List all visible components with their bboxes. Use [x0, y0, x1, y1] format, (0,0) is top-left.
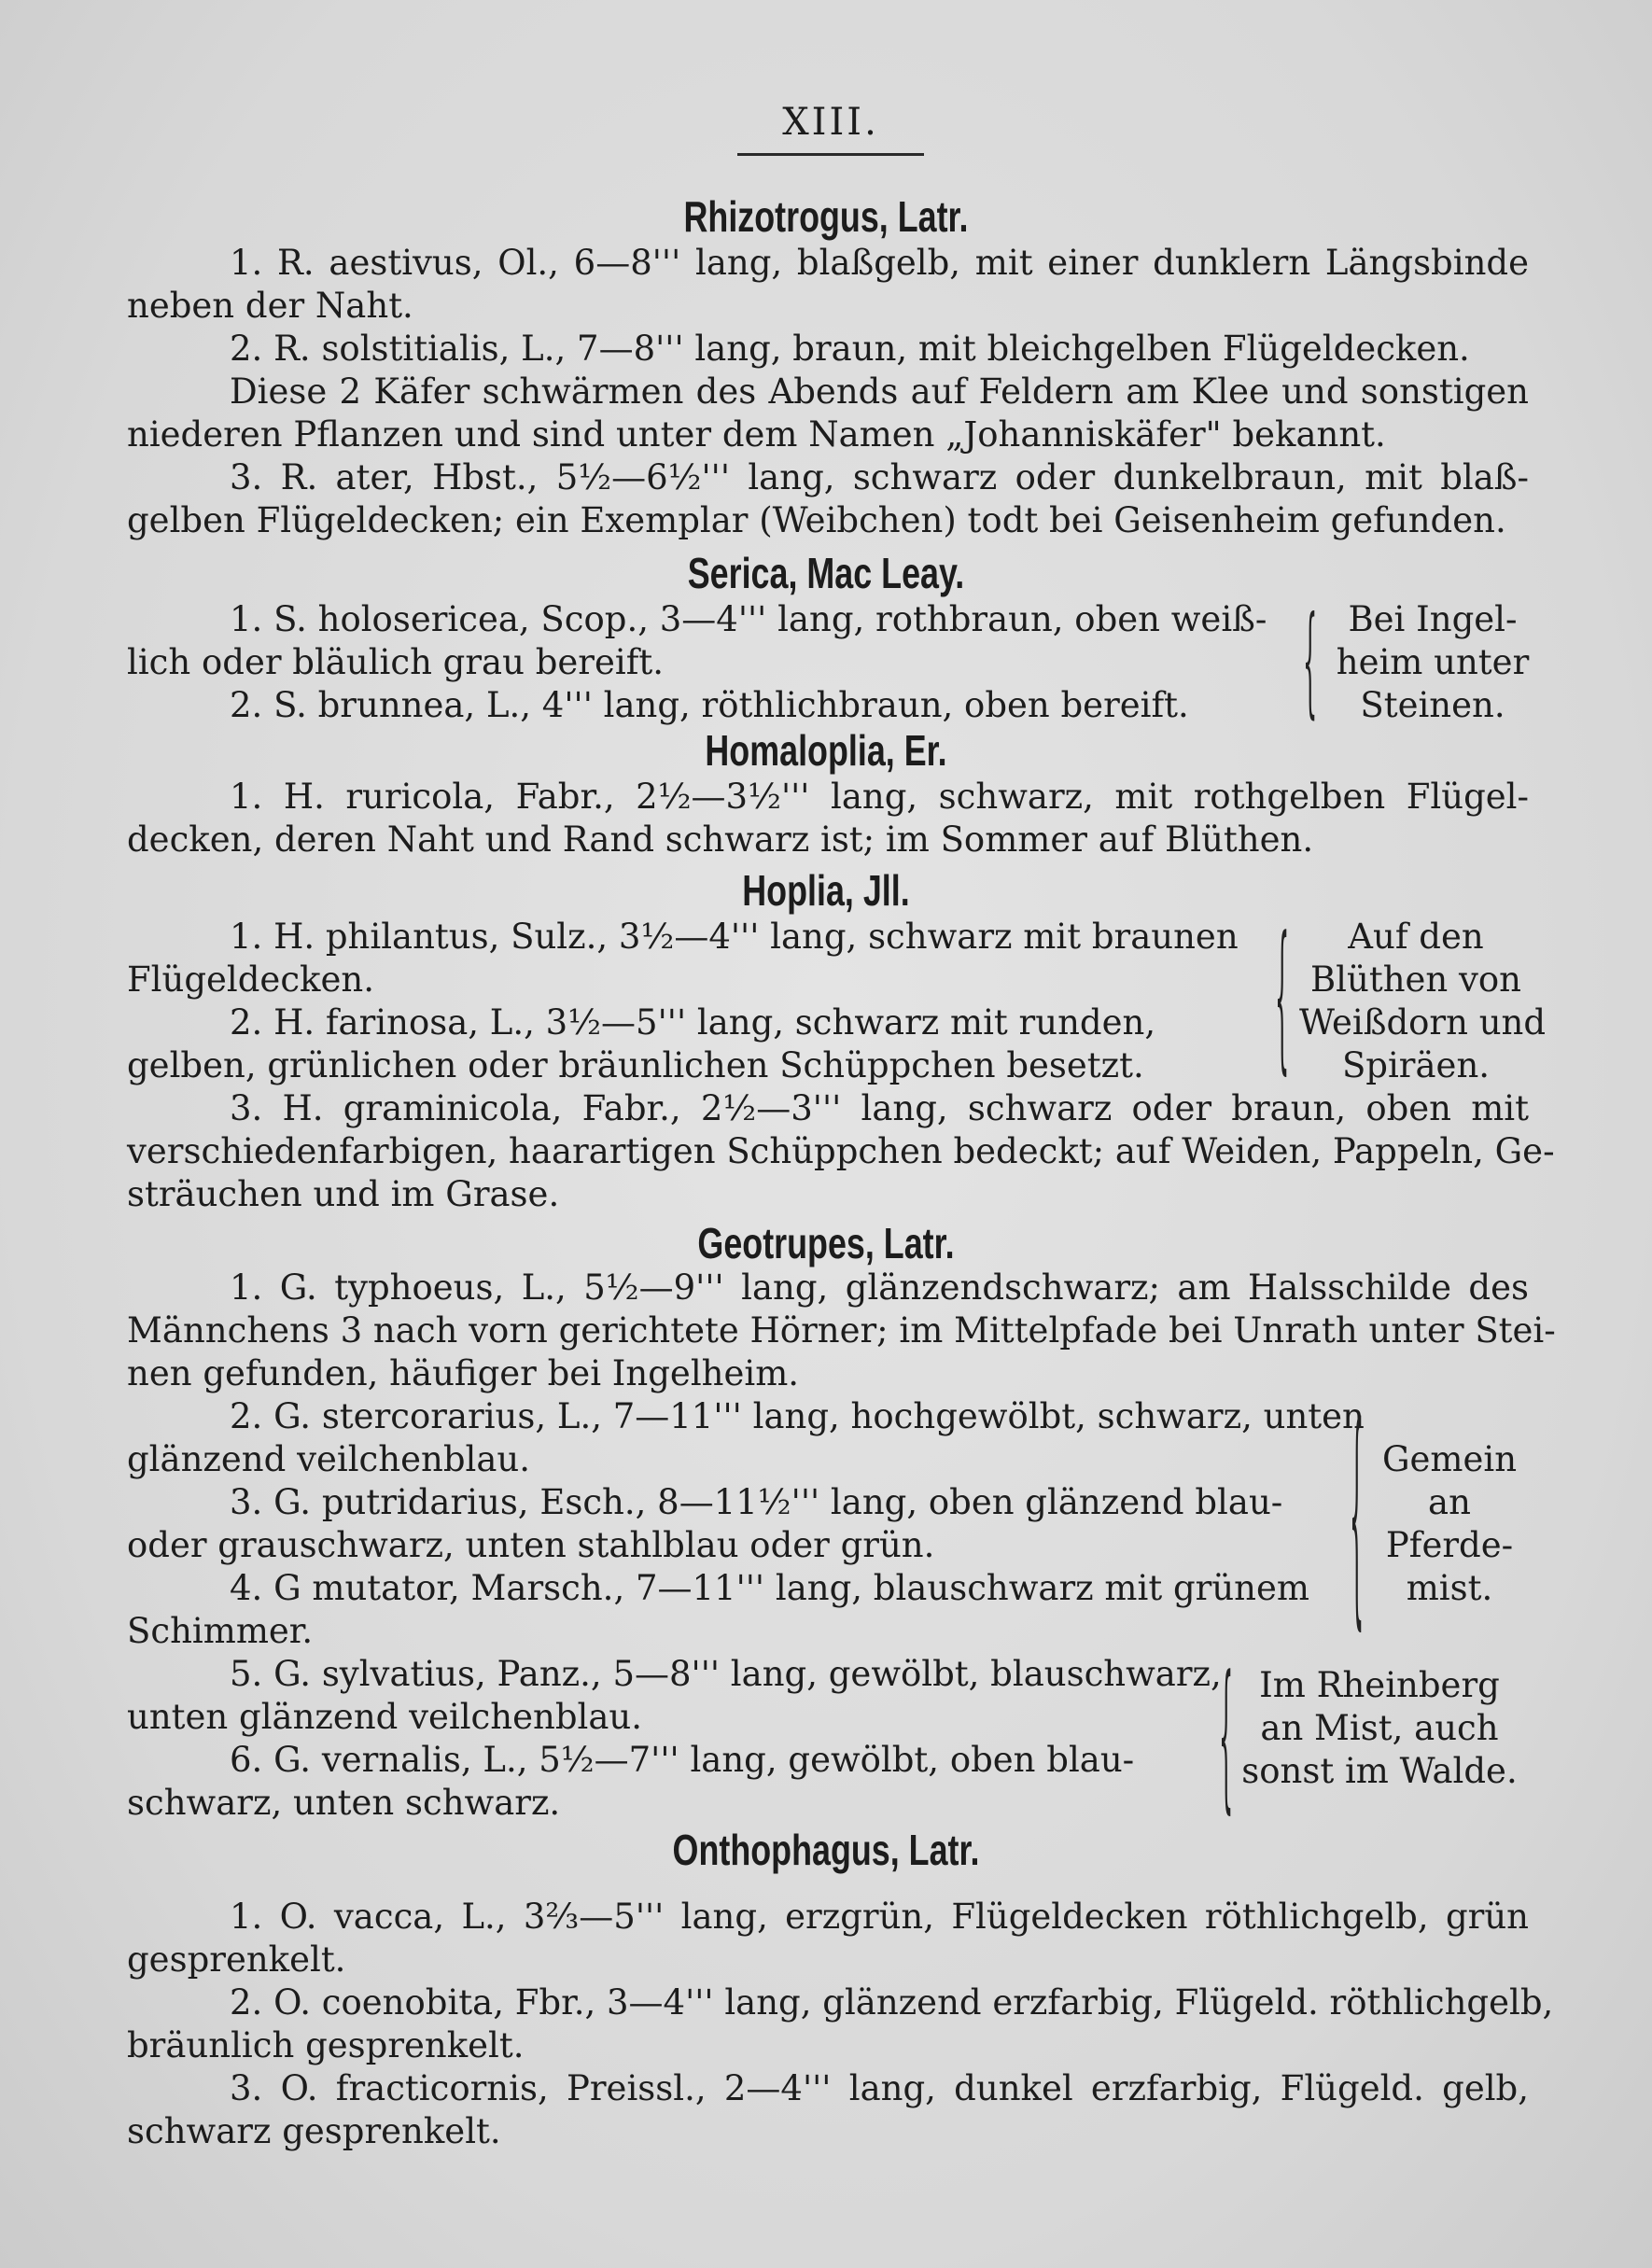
- text-line: gelben, grünlichen oder bräunlichen Schüppchen besetzt.: [127, 1045, 1144, 1085]
- text-line: oder grauschwarz, unten stahlblau oder grün.: [127, 1525, 935, 1565]
- text-line: 2. S. brunnea, L., 4''' lang, röthlichbraun, oben bereift.: [230, 685, 1189, 725]
- text-line: glänzend veilchenblau.: [127, 1439, 530, 1479]
- text-line: schwarz gesprenkelt.: [127, 2111, 501, 2151]
- text-line: 3. O. fracticornis, Preissl., 2—4''' lang, dunkel erzfarbig, Flügeld. gelb,: [230, 2068, 1529, 2108]
- text-line: decken, deren Naht und Rand schwarz ist; im Sommer auf Blüthen.: [127, 819, 1314, 860]
- side-note: Spiräen.: [1341, 1045, 1491, 1085]
- text-line: sträuchen und im Grase.: [127, 1174, 560, 1214]
- brace-icon: {: [1350, 1382, 1365, 1653]
- side-note: Steinen.: [1360, 685, 1505, 725]
- side-note: an Mist, auch: [1260, 1708, 1499, 1748]
- side-note: mist.: [1406, 1568, 1493, 1608]
- side-note: Bei Ingel-: [1348, 599, 1518, 639]
- brace-icon: {: [1219, 1645, 1234, 1830]
- text-line: neben der Naht.: [127, 286, 413, 326]
- text-line: 4. G mutator, Marsch., 7—11''' lang, blauschwarz mit grünem: [230, 1568, 1309, 1608]
- text-line: 5. G. sylvatius, Panz., 5—8''' lang, gewölbt, blauschwarz,: [230, 1654, 1222, 1694]
- text-line: Schimmer.: [127, 1611, 314, 1651]
- page-number: XIII.: [782, 101, 879, 144]
- text-line: nen gefunden, häufiger bei Ingelheim.: [127, 1353, 800, 1393]
- text-line: 3. H. graminicola, Fabr., 2½—3''' lang, schwarz oder braun, oben mit: [230, 1088, 1529, 1128]
- genus-heading-geotrupes: Geotrupes, Latr.: [697, 1219, 955, 1267]
- text-line: 1. G. typhoeus, L., 5½—9''' lang, glänzendschwarz; am Halsschilde des: [230, 1267, 1529, 1308]
- genus-heading-onthophagus: Onthophagus, Latr.: [672, 1826, 980, 1874]
- text-line: gesprenkelt.: [127, 1939, 346, 1980]
- text-line: 2. O. coenobita, Fbr., 3—4''' lang, glänzend erzfarbig, Flügeld. röthlichgelb,: [230, 1982, 1554, 2023]
- text-line: 2. H. farinosa, L., 3½—5''' lang, schwarz mit runden,: [230, 1002, 1156, 1043]
- brace-icon: {: [1275, 906, 1290, 1091]
- genus-heading-hoplia: Hoplia, Jll.: [742, 866, 910, 915]
- genus-heading-rhizotrogus: Rhizotrogus, Latr.: [683, 192, 969, 241]
- side-note: sonst im Walde.: [1241, 1751, 1518, 1791]
- text-line: verschiedenfarbigen, haarartigen Schüppchen bedeckt; auf Weiden, Pappeln, Ge-: [127, 1131, 1555, 1171]
- text-line: 1. O. vacca, L., 3⅔—5''' lang, erzgrün, Flügeldecken röthlichgelb, grün: [230, 1897, 1529, 1937]
- text-line: 1. R. aestivus, Ol., 6—8''' lang, blaßgelb, mit einer dunklern Längsbinde: [230, 243, 1529, 283]
- text-line: Flügeldecken.: [127, 959, 374, 1000]
- text-line: gelben Flügeldecken; ein Exemplar (Weibchen) todt bei Geisenheim gefunden.: [127, 500, 1506, 540]
- side-note: Gemein: [1381, 1439, 1518, 1479]
- text-line: schwarz, unten schwarz.: [127, 1783, 561, 1823]
- side-note: Im Rheinberg: [1259, 1665, 1500, 1705]
- text-line: 3. R. ater, Hbst., 5½—6½''' lang, schwarz oder dunkelbraun, mit blaß-: [230, 457, 1529, 497]
- page-number-rule: [737, 153, 924, 156]
- side-note: Pferde-: [1385, 1525, 1514, 1565]
- genus-heading-serica: Serica, Mac Leay.: [687, 549, 965, 597]
- text-line: Diese 2 Käfer schwärmen des Abends auf Feldern am Klee und sonstigen: [230, 371, 1529, 412]
- text-line: bräunlich gesprenkelt.: [127, 2025, 525, 2065]
- side-note: Weißdorn und: [1299, 1002, 1547, 1043]
- text-line: niederen Pflanzen und sind unter dem Namen „Johanniskäfer" bekannt.: [127, 414, 1386, 455]
- text-line: 2. R. solstitialis, L., 7—8''' lang, braun, mit bleichgelben Flügeldecken.: [230, 329, 1470, 369]
- text-line: 1. H. philantus, Sulz., 3½—4''' lang, schwarz mit braunen: [230, 917, 1239, 957]
- text-line: 1. S. holosericea, Scop., 3—4''' lang, rothbraun, oben weiß-: [230, 599, 1267, 639]
- brace-icon: {: [1303, 594, 1318, 732]
- side-note: heim unter: [1336, 642, 1530, 682]
- text-line: 3. G. putridarius, Esch., 8—11½''' lang, oben glänzend blau-: [230, 1482, 1283, 1522]
- text-line: unten glänzend veilchenblau.: [127, 1697, 643, 1737]
- text-line: 1. H. ruricola, Fabr., 2½—3½''' lang, schwarz, mit rothgelben Flügel-: [230, 777, 1529, 817]
- side-note: Auf den: [1348, 917, 1484, 957]
- genus-heading-homaloplia: Homaloplia, Er.: [705, 726, 947, 775]
- text-line: lich oder bläulich grau bereift.: [127, 642, 665, 682]
- text-line: 6. G. vernalis, L., 5½—7''' lang, gewölbt, oben blau-: [230, 1740, 1135, 1780]
- text-line: 2. G. stercorarius, L., 7—11''' lang, hochgewölbt, schwarz, unten: [230, 1396, 1365, 1436]
- side-note: an: [1428, 1482, 1471, 1522]
- side-note: Blüthen von: [1309, 959, 1522, 1000]
- text-line: Männchens 3 nach vorn gerichtete Hörner; im Mittelpfade bei Unrath unter Stei-: [127, 1310, 1556, 1351]
